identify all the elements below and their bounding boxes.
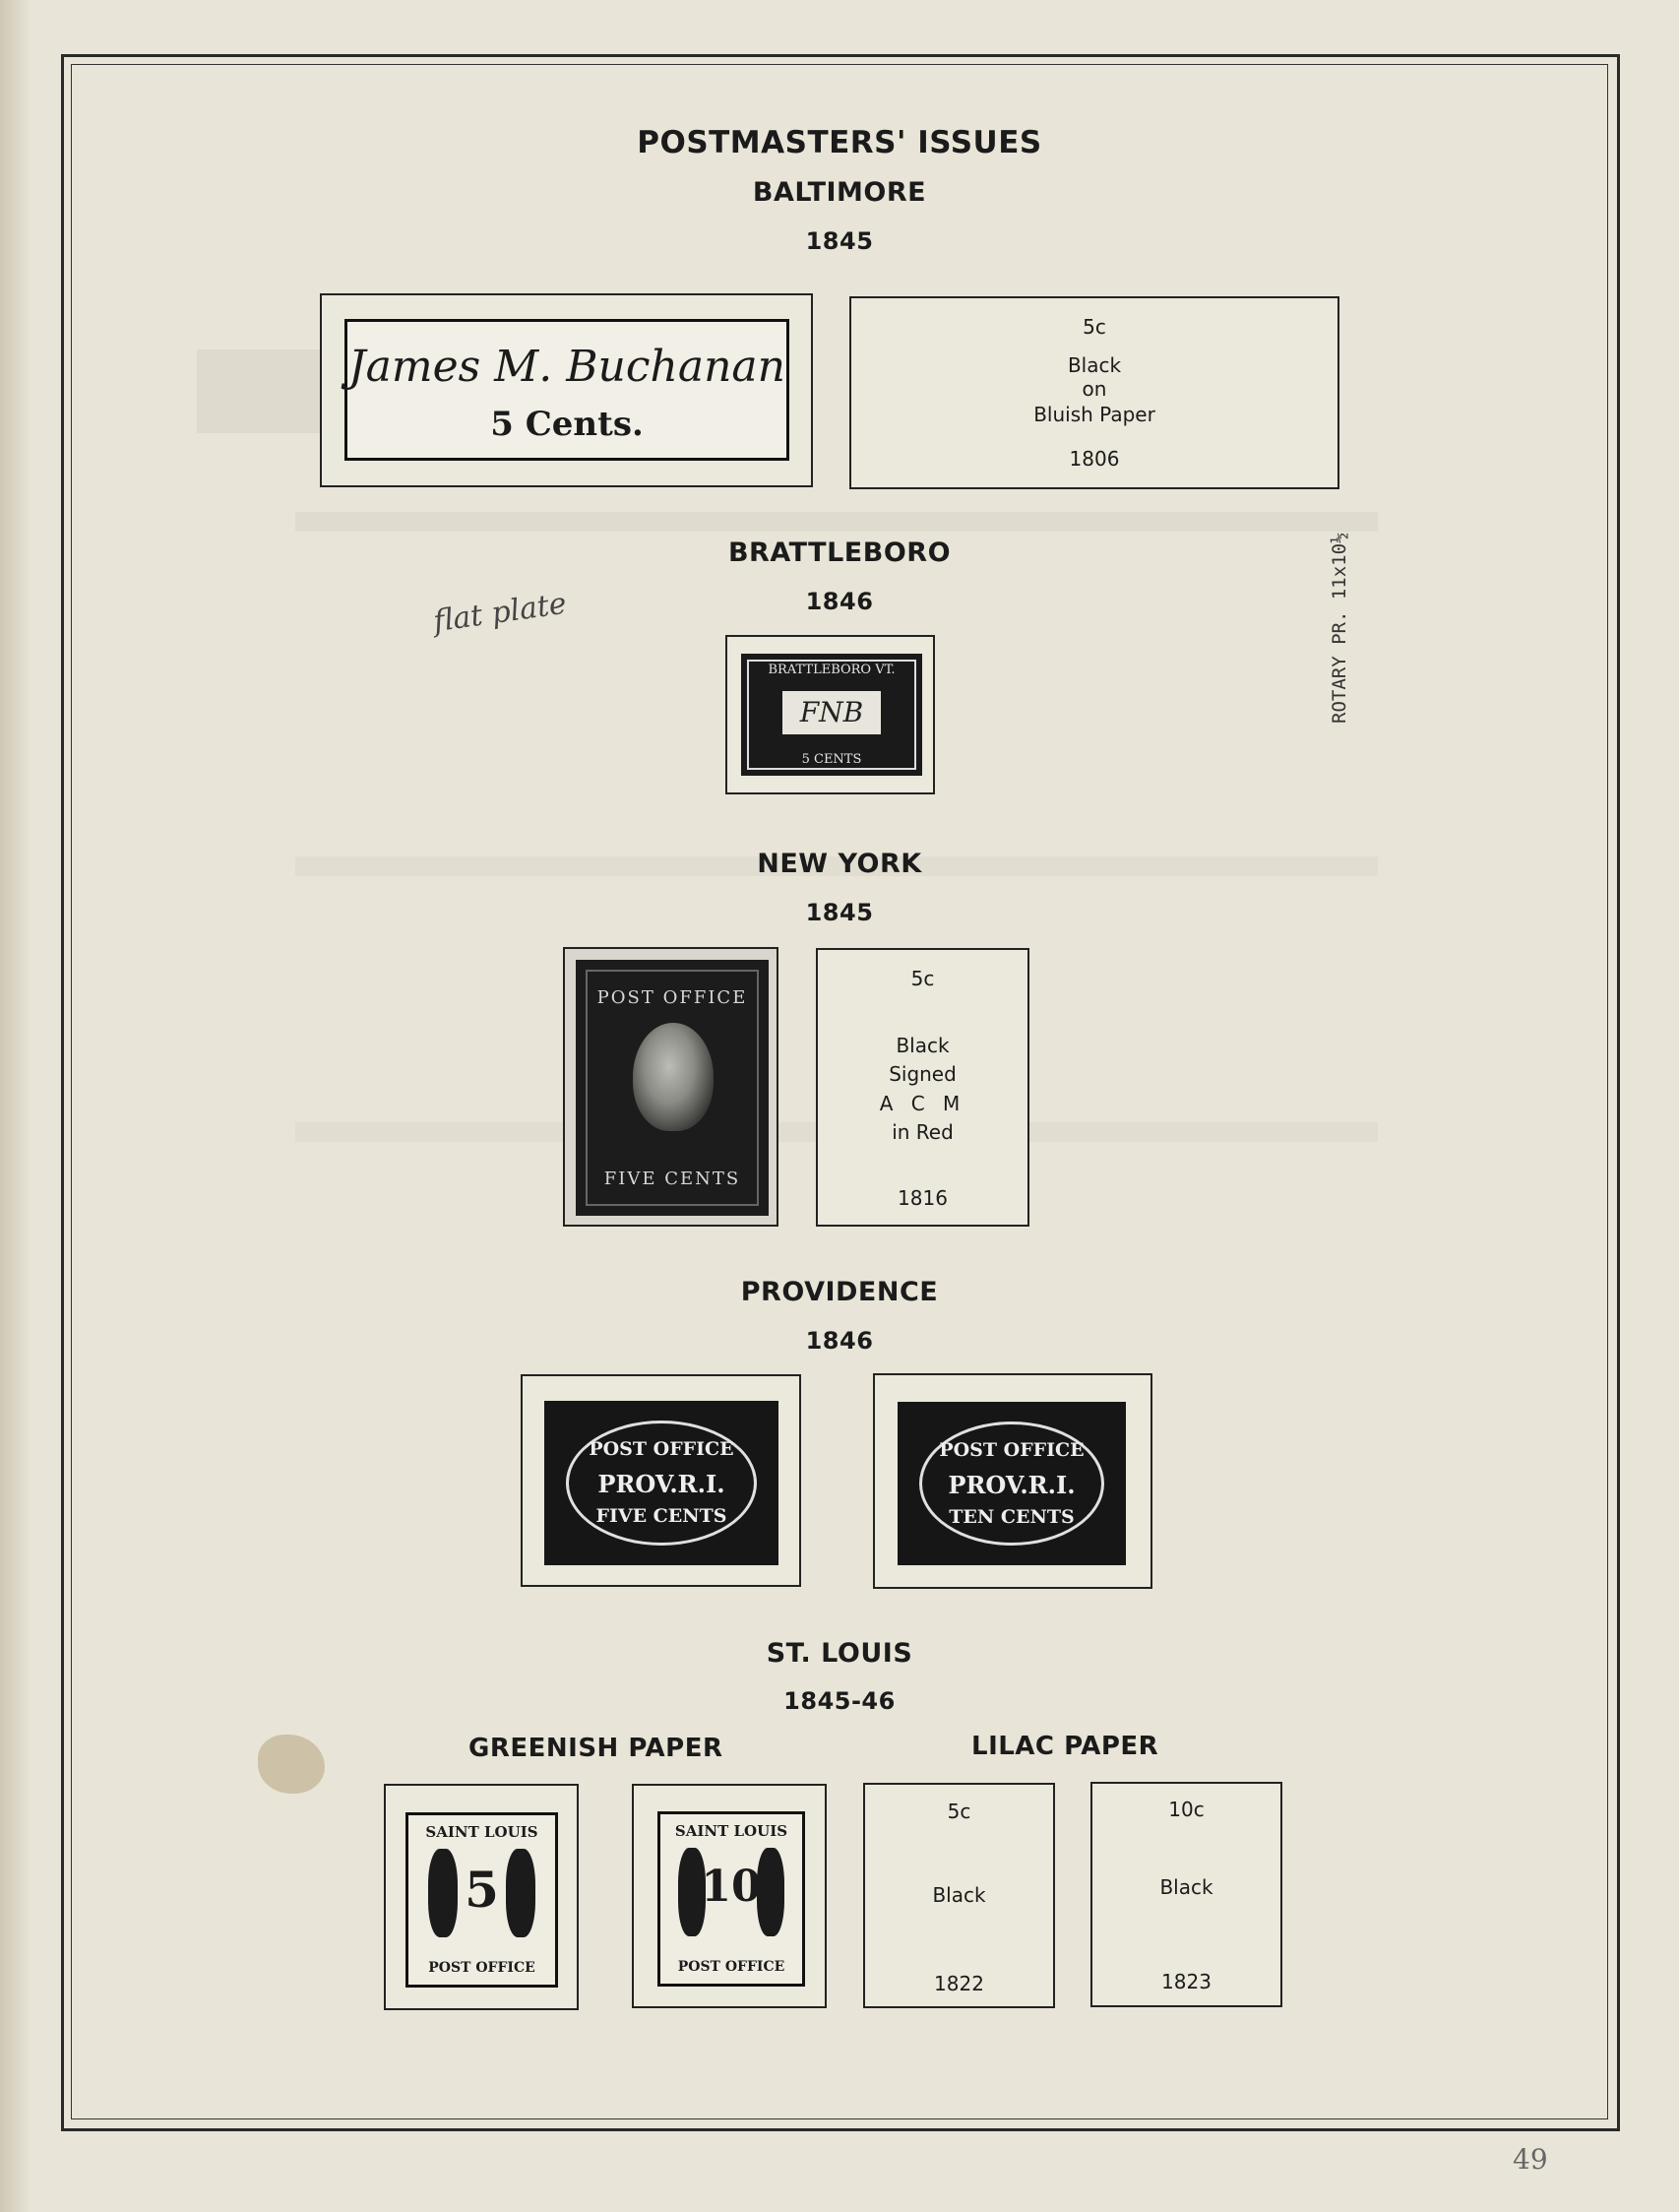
space-color: Black <box>1159 1875 1213 1899</box>
space-signed: Signed <box>889 1062 957 1086</box>
handwritten-note-rotary: ROTARY PR. 11x10½ <box>1329 532 1350 724</box>
space-color: Black <box>1067 353 1122 377</box>
stamp-top-text: BRATTLEBORO VT. <box>768 663 896 677</box>
space-number: 1823 <box>1161 1970 1212 1993</box>
portrait-washington-icon <box>633 1023 714 1131</box>
stamp-bottom-text: FIVE CENTS <box>595 1505 727 1527</box>
space-number: 1816 <box>898 1186 948 1210</box>
stamp-providence-10c <box>898 1402 1126 1565</box>
space-paper: Bluish Paper <box>1033 403 1155 426</box>
section-year-st-louis: 1845-46 <box>783 1687 896 1715</box>
stamp-top-text: POST OFFICE <box>596 987 748 1008</box>
stamp-mount-st-louis-5c <box>384 1784 579 2010</box>
space-on: on <box>1082 377 1107 401</box>
space-in-red: in Red <box>892 1120 954 1144</box>
section-title-baltimore: BALTIMORE <box>752 177 927 208</box>
stamp-bottom-text: POST OFFICE <box>677 1959 785 1975</box>
section-year-brattleboro: 1846 <box>805 588 874 615</box>
stamp-providence-5c <box>544 1401 778 1565</box>
space-value: 5c <box>910 967 935 990</box>
stamp-mount-baltimore <box>320 293 813 487</box>
stamp-bottom-text: FIVE CENTS <box>603 1169 741 1189</box>
stamp-top-text: POST OFFICE <box>589 1438 734 1460</box>
subheading-greenish-paper: GREENISH PAPER <box>468 1734 723 1763</box>
section-year-new-york: 1845 <box>805 899 874 926</box>
stamp-baltimore <box>344 319 789 461</box>
stamp-space-st-louis-5c <box>863 1783 1055 2008</box>
stamp-bottom-text: POST OFFICE <box>428 1960 535 1976</box>
stamp-signature: James M. Buchanan <box>347 342 786 392</box>
space-initials: A C M <box>879 1092 966 1115</box>
stamp-new-york <box>576 960 769 1216</box>
stamp-top-text: SAINT LOUIS <box>425 1823 538 1841</box>
section-year-baltimore: 1845 <box>805 227 874 255</box>
bleed-through-line <box>295 512 1378 532</box>
page-number: 49 <box>1513 2143 1548 2176</box>
stamp-space-new-york <box>816 948 1029 1227</box>
stamp-mount-brattleboro <box>725 635 935 794</box>
space-color: Black <box>932 1883 986 1907</box>
stamp-space-baltimore <box>849 296 1339 489</box>
stamp-middle-text: PROV.R.I. <box>597 1470 725 1498</box>
stamp-value: 10 <box>701 1862 762 1912</box>
page-title: POSTMASTERS' ISSUES <box>637 125 1042 160</box>
stamp-bottom-text: 5 CENTS <box>801 752 862 767</box>
stamp-mount-st-louis-10c <box>632 1784 827 2008</box>
stamp-brattleboro <box>741 654 922 776</box>
section-year-providence: 1846 <box>805 1327 874 1355</box>
stamp-mount-providence-10c <box>873 1373 1152 1589</box>
space-value: 5c <box>1083 315 1106 339</box>
page-edge <box>0 0 30 2212</box>
space-value: 5c <box>947 1800 971 1823</box>
stamp-top-text: SAINT LOUIS <box>674 1822 788 1840</box>
space-color: Black <box>896 1034 950 1057</box>
stamp-mount-providence-5c <box>521 1374 801 1587</box>
handwritten-note-flat-plate: flat plate <box>431 586 569 640</box>
subheading-lilac-paper: LILAC PAPER <box>971 1732 1159 1761</box>
stamp-top-text: POST OFFICE <box>939 1439 1085 1461</box>
space-number: 1806 <box>1069 447 1120 471</box>
stamp-bottom-text: TEN CENTS <box>949 1506 1075 1528</box>
stamp-st-louis-5c <box>405 1812 558 1988</box>
space-number: 1822 <box>934 1972 984 1995</box>
stamp-denomination: 5 Cents. <box>490 405 644 444</box>
space-value: 10c <box>1168 1798 1205 1821</box>
stamp-value: 5 <box>465 1861 499 1919</box>
stamp-st-louis-10c <box>657 1811 805 1987</box>
stamp-middle-text: PROV.R.I. <box>948 1471 1076 1499</box>
stamp-initials: FNB <box>782 691 881 734</box>
section-title-new-york: NEW YORK <box>757 849 922 879</box>
stamp-mount-new-york <box>563 947 778 1227</box>
section-title-providence: PROVIDENCE <box>740 1277 939 1307</box>
section-title-brattleboro: BRATTLEBORO <box>727 537 952 568</box>
stamp-space-st-louis-10c <box>1090 1782 1282 2007</box>
section-title-st-louis: ST. LOUIS <box>766 1638 913 1669</box>
